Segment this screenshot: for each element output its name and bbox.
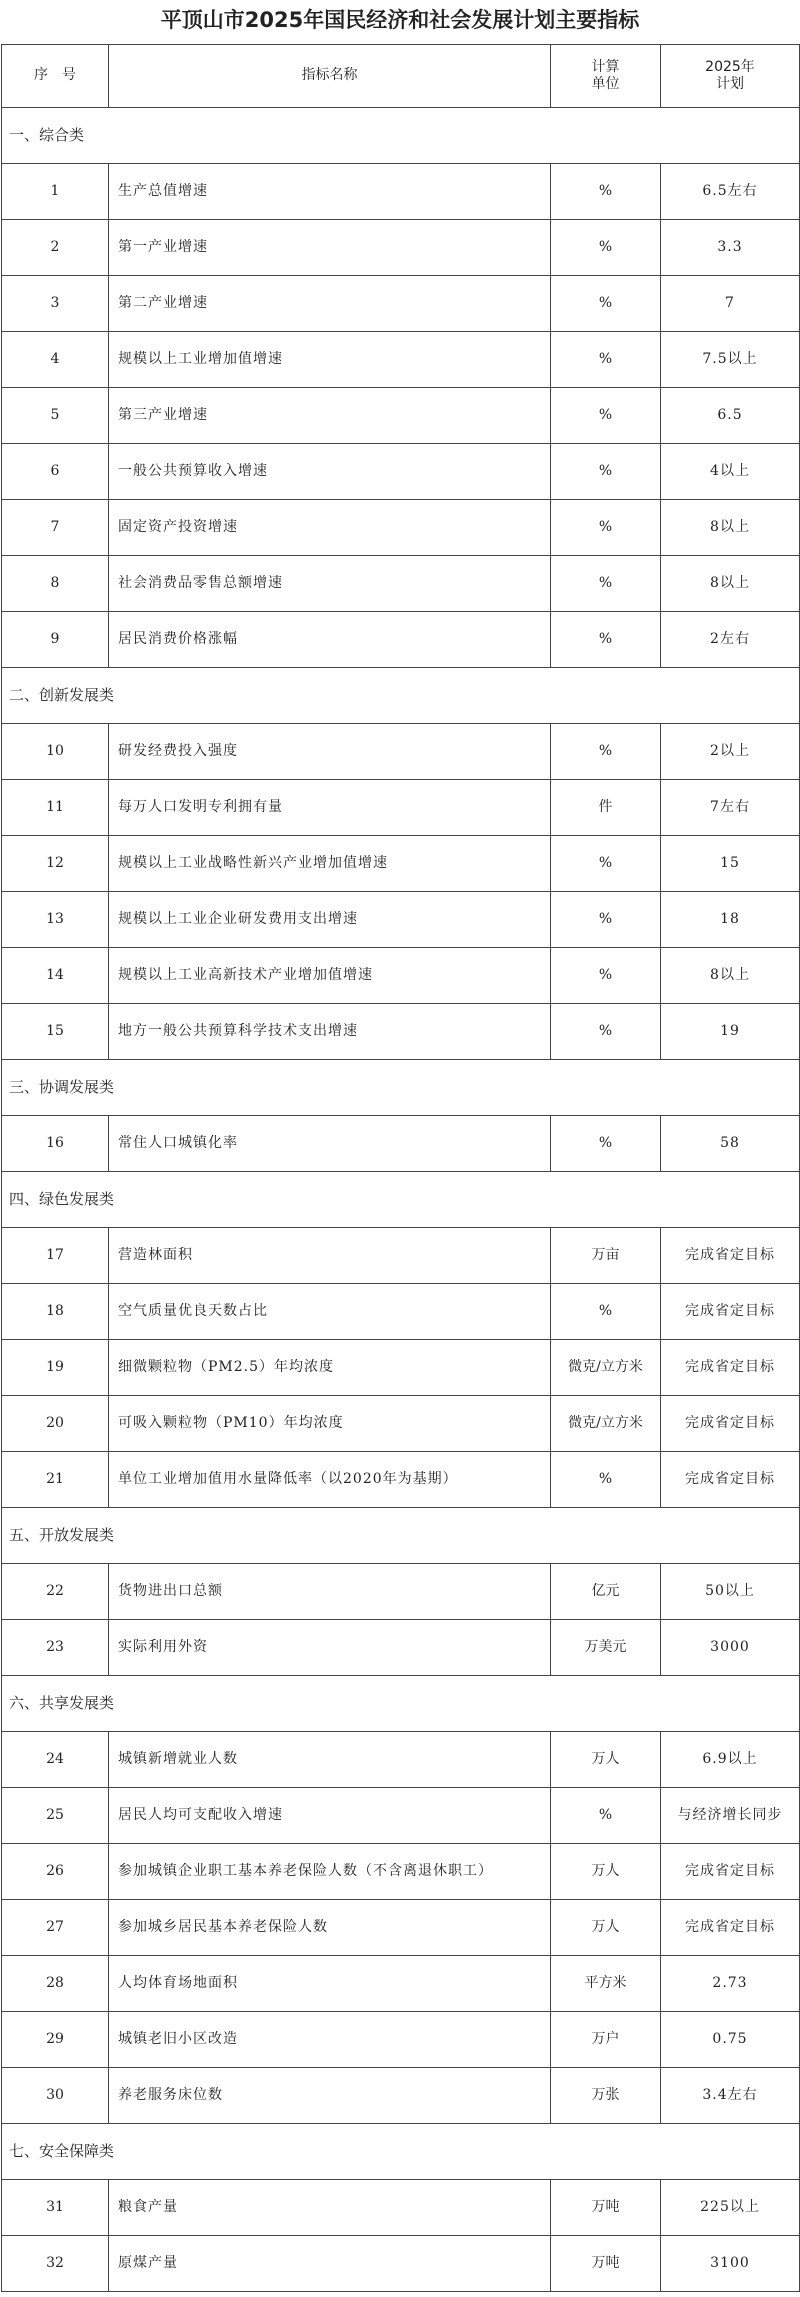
- row-plan-value: 15: [661, 836, 800, 892]
- row-unit: %: [551, 1788, 661, 1844]
- table-row: [2, 1956, 800, 2012]
- row-plan-value: 8以上: [661, 500, 800, 556]
- table-row: [2, 444, 800, 500]
- row-unit: %: [551, 444, 661, 500]
- row-seq: 10: [2, 724, 109, 780]
- row-unit: 万人: [551, 1732, 661, 1788]
- row-indicator-name: 固定资产投资增速: [109, 500, 551, 556]
- row-plan-value: 7.5以上: [661, 332, 800, 388]
- table-row: [2, 1340, 800, 1396]
- row-plan-value: 3.4左右: [661, 2068, 800, 2124]
- row-unit: 万户: [551, 2012, 661, 2068]
- section-header-row: [2, 1172, 800, 1228]
- row-indicator-name: 研发经费投入强度: [109, 724, 551, 780]
- table-row: [2, 164, 800, 220]
- row-indicator-name: 人均体育场地面积: [109, 1956, 551, 2012]
- row-unit: 微克/立方米: [551, 1340, 661, 1396]
- row-seq: 16: [2, 1116, 109, 1172]
- table-row: [2, 1732, 800, 1788]
- table-row: [2, 1620, 800, 1676]
- row-indicator-name: 规模以上工业高新技术产业增加值增速: [109, 948, 551, 1004]
- row-plan-value: 0.75: [661, 2012, 800, 2068]
- table-row: [2, 1228, 800, 1284]
- row-plan-value: 完成省定目标: [661, 1396, 800, 1452]
- row-seq: 7: [2, 500, 109, 556]
- table-row: [2, 780, 800, 836]
- row-seq: 15: [2, 1004, 109, 1060]
- row-seq: 19: [2, 1340, 109, 1396]
- row-unit: %: [551, 164, 661, 220]
- table-row: [2, 1284, 800, 1340]
- row-unit: %: [551, 332, 661, 388]
- row-plan-value: 225以上: [661, 2180, 800, 2236]
- row-plan-value: 8以上: [661, 948, 800, 1004]
- row-seq: 18: [2, 1284, 109, 1340]
- header-plan-line2: 计划: [716, 76, 744, 92]
- table-row: [2, 1396, 800, 1452]
- row-plan-value: 6.5左右: [661, 164, 800, 220]
- row-seq: 28: [2, 1956, 109, 2012]
- row-seq: 25: [2, 1788, 109, 1844]
- row-seq: 3: [2, 276, 109, 332]
- row-unit: 万张: [551, 2068, 661, 2124]
- table-row: [2, 500, 800, 556]
- section-title: 五、开放发展类: [2, 1508, 800, 1564]
- section-title: 二、创新发展类: [2, 668, 800, 724]
- row-indicator-name: 城镇新增就业人数: [109, 1732, 551, 1788]
- row-seq: 12: [2, 836, 109, 892]
- row-plan-value: 4以上: [661, 444, 800, 500]
- row-seq: 32: [2, 2236, 109, 2292]
- row-unit: %: [551, 276, 661, 332]
- row-plan-value: 与经济增长同步: [661, 1788, 800, 1844]
- section-title: 四、绿色发展类: [2, 1172, 800, 1228]
- row-unit: %: [551, 892, 661, 948]
- section-title: 三、协调发展类: [2, 1060, 800, 1116]
- row-unit: %: [551, 836, 661, 892]
- row-seq: 22: [2, 1564, 109, 1620]
- row-plan-value: 19: [661, 1004, 800, 1060]
- table-row: [2, 948, 800, 1004]
- row-seq: 2: [2, 220, 109, 276]
- row-indicator-name: 地方一般公共预算科学技术支出增速: [109, 1004, 551, 1060]
- table-row: [2, 1844, 800, 1900]
- table-row: [2, 1788, 800, 1844]
- table-row: [2, 612, 800, 668]
- row-indicator-name: 粮食产量: [109, 2180, 551, 2236]
- row-seq: 6: [2, 444, 109, 500]
- row-unit: %: [551, 948, 661, 1004]
- row-seq: 11: [2, 780, 109, 836]
- section-header-row: [2, 1676, 800, 1732]
- row-plan-value: 6.9以上: [661, 1732, 800, 1788]
- row-unit: %: [551, 1284, 661, 1340]
- table-row: [2, 332, 800, 388]
- table-row: [2, 724, 800, 780]
- section-title: 六、共享发展类: [2, 1676, 800, 1732]
- table-row: [2, 892, 800, 948]
- row-indicator-name: 每万人口发明专利拥有量: [109, 780, 551, 836]
- row-indicator-name: 常住人口城镇化率: [109, 1116, 551, 1172]
- row-indicator-name: 实际利用外资: [109, 1620, 551, 1676]
- table-row: [2, 836, 800, 892]
- section-header-row: [2, 2124, 800, 2180]
- row-unit: 万美元: [551, 1620, 661, 1676]
- row-plan-value: 3000: [661, 1620, 800, 1676]
- row-unit: %: [551, 1116, 661, 1172]
- table-row: [2, 220, 800, 276]
- row-unit: 平方米: [551, 1956, 661, 2012]
- row-plan-value: 6.5: [661, 388, 800, 444]
- row-indicator-name: 居民人均可支配收入增速: [109, 1788, 551, 1844]
- section-header-row: [2, 668, 800, 724]
- row-seq: 21: [2, 1452, 109, 1508]
- table-row: [2, 2180, 800, 2236]
- row-plan-value: 完成省定目标: [661, 1340, 800, 1396]
- indicator-table: [1, 44, 800, 2292]
- row-unit: 万人: [551, 1900, 661, 1956]
- row-indicator-name: 社会消费品零售总额增速: [109, 556, 551, 612]
- row-indicator-name: 可吸入颗粒物（PM10）年均浓度: [109, 1396, 551, 1452]
- header-seq: 序 号: [2, 45, 109, 108]
- row-unit: %: [551, 556, 661, 612]
- table-header-row: [2, 45, 800, 108]
- table-row: [2, 1116, 800, 1172]
- row-indicator-name: 规模以上工业战略性新兴产业增加值增速: [109, 836, 551, 892]
- row-plan-value: 完成省定目标: [661, 1900, 800, 1956]
- row-seq: 14: [2, 948, 109, 1004]
- row-seq: 5: [2, 388, 109, 444]
- row-indicator-name: 第三产业增速: [109, 388, 551, 444]
- section-header-row: [2, 108, 800, 164]
- row-indicator-name: 第二产业增速: [109, 276, 551, 332]
- row-unit: 万亩: [551, 1228, 661, 1284]
- row-plan-value: 完成省定目标: [661, 1284, 800, 1340]
- row-unit: %: [551, 612, 661, 668]
- row-unit: %: [551, 1004, 661, 1060]
- row-seq: 8: [2, 556, 109, 612]
- row-unit: 万吨: [551, 2180, 661, 2236]
- row-indicator-name: 参加城镇企业职工基本养老保险人数（不含离退休职工）: [109, 1844, 551, 1900]
- row-seq: 27: [2, 1900, 109, 1956]
- row-plan-value: 8以上: [661, 556, 800, 612]
- row-indicator-name: 居民消费价格涨幅: [109, 612, 551, 668]
- row-plan-value: 完成省定目标: [661, 1844, 800, 1900]
- row-indicator-name: 城镇老旧小区改造: [109, 2012, 551, 2068]
- table-row: [2, 2236, 800, 2292]
- section-title: 七、安全保障类: [2, 2124, 800, 2180]
- row-seq: 20: [2, 1396, 109, 1452]
- row-indicator-name: 参加城乡居民基本养老保险人数: [109, 1900, 551, 1956]
- row-indicator-name: 原煤产量: [109, 2236, 551, 2292]
- table-row: [2, 2012, 800, 2068]
- row-seq: 17: [2, 1228, 109, 1284]
- row-seq: 23: [2, 1620, 109, 1676]
- row-seq: 13: [2, 892, 109, 948]
- section-header-row: [2, 1060, 800, 1116]
- row-indicator-name: 货物进出口总额: [109, 1564, 551, 1620]
- row-plan-value: 完成省定目标: [661, 1228, 800, 1284]
- row-indicator-name: 一般公共预算收入增速: [109, 444, 551, 500]
- row-unit: %: [551, 1452, 661, 1508]
- table-row: [2, 388, 800, 444]
- row-indicator-name: 规模以上工业增加值增速: [109, 332, 551, 388]
- row-seq: 29: [2, 2012, 109, 2068]
- section-title: 一、综合类: [2, 108, 800, 164]
- row-indicator-name: 规模以上工业企业研发费用支出增速: [109, 892, 551, 948]
- header-plan-line1: 2025年: [705, 58, 755, 75]
- row-unit: 亿元: [551, 1564, 661, 1620]
- row-seq: 24: [2, 1732, 109, 1788]
- header-unit-line2: 单位: [591, 76, 620, 92]
- row-plan-value: 18: [661, 892, 800, 948]
- row-seq: 1: [2, 164, 109, 220]
- table-row: [2, 1452, 800, 1508]
- row-indicator-name: 养老服务床位数: [109, 2068, 551, 2124]
- row-plan-value: 3100: [661, 2236, 800, 2292]
- row-indicator-name: 生产总值增速: [109, 164, 551, 220]
- row-indicator-name: 空气质量优良天数占比: [109, 1284, 551, 1340]
- table-row: [2, 2068, 800, 2124]
- row-indicator-name: 营造林面积: [109, 1228, 551, 1284]
- row-plan-value: 2以上: [661, 724, 800, 780]
- header-plan: [661, 45, 800, 108]
- row-unit: %: [551, 388, 661, 444]
- table-row: [2, 1900, 800, 1956]
- row-plan-value: 50以上: [661, 1564, 800, 1620]
- row-indicator-name: 第一产业增速: [109, 220, 551, 276]
- row-unit: %: [551, 724, 661, 780]
- row-seq: 31: [2, 2180, 109, 2236]
- row-plan-value: 58: [661, 1116, 800, 1172]
- header-unit: [551, 45, 661, 108]
- table-row: [2, 1004, 800, 1060]
- row-plan-value: 完成省定目标: [661, 1452, 800, 1508]
- row-unit: 万人: [551, 1844, 661, 1900]
- row-unit: 微克/立方米: [551, 1396, 661, 1452]
- row-unit: %: [551, 220, 661, 276]
- table-row: [2, 1564, 800, 1620]
- document-title: 平顶山市2025年国民经济和社会发展计划主要指标: [160, 8, 640, 32]
- indicator-table-body: [2, 45, 800, 2292]
- header-name: 指标名称: [109, 45, 551, 108]
- row-seq: 30: [2, 2068, 109, 2124]
- row-indicator-name: 单位工业增加值用水量降低率（以2020年为基期）: [109, 1452, 551, 1508]
- header-unit-line1: 计算: [591, 58, 620, 75]
- row-seq: 26: [2, 1844, 109, 1900]
- row-unit: %: [551, 500, 661, 556]
- row-plan-value: 7: [661, 276, 800, 332]
- row-unit: 万吨: [551, 2236, 661, 2292]
- row-unit: 件: [551, 780, 661, 836]
- row-plan-value: 2左右: [661, 612, 800, 668]
- row-plan-value: 7左右: [661, 780, 800, 836]
- section-header-row: [2, 1508, 800, 1564]
- row-indicator-name: 细微颗粒物（PM2.5）年均浓度: [109, 1340, 551, 1396]
- row-plan-value: 2.73: [661, 1956, 800, 2012]
- row-plan-value: 3.3: [661, 220, 800, 276]
- table-row: [2, 556, 800, 612]
- table-row: [2, 276, 800, 332]
- row-seq: 4: [2, 332, 109, 388]
- row-seq: 9: [2, 612, 109, 668]
